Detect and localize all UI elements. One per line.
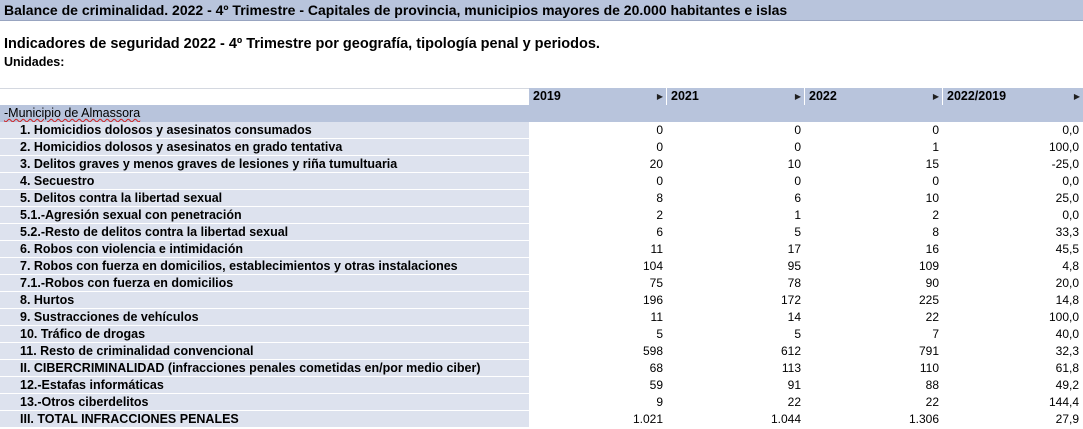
cell-var: 20,0 (1055, 276, 1079, 290)
cell-v2022: 1 (932, 140, 939, 154)
cell-v2022: 90 (925, 276, 939, 290)
cell-v2022: 22 (925, 310, 939, 324)
cell-v2021: 6 (794, 191, 801, 205)
cell-v2019: 6 (656, 225, 663, 239)
row-label: 5.2.-Resto de delitos contra la libertad sexual (0, 224, 529, 240)
cell-v2021: 78 (787, 276, 801, 290)
cell-v2021: 612 (780, 344, 801, 358)
cell-v2019: 59 (649, 378, 663, 392)
report-title: Balance de criminalidad. 2022 - 4º Trimestre - Capitales de provincia, municipios mayores de 20.000 habitantes e islas (4, 2, 788, 18)
cell-v2022: 15 (925, 157, 939, 171)
cell-var: 0,0 (1062, 123, 1079, 137)
table-row (0, 275, 1083, 292)
cell-v2021: 1.044 (770, 412, 801, 426)
cell-var: 25,0 (1055, 191, 1079, 205)
table-row (0, 122, 1083, 139)
sort-arrow-icon[interactable]: ▶ (932, 92, 939, 101)
cell-v2022: 8 (932, 225, 939, 239)
row-label: 10. Tráfico de drogas (0, 326, 529, 342)
cell-v2019: 11 (650, 310, 663, 324)
sort-arrow-icon[interactable]: ▶ (794, 92, 801, 101)
table-row (0, 156, 1083, 173)
cell-var: 0,0 (1062, 174, 1079, 188)
cell-v2022: 7 (932, 327, 939, 341)
row-label: III. TOTAL INFRACCIONES PENALES (0, 411, 529, 427)
row-label: 3. Delitos graves y menos graves de lesiones y riña tumultuaria (0, 156, 529, 172)
cell-v2021: 17 (787, 242, 801, 256)
cell-v2022: 791 (918, 344, 939, 358)
cell-var: 61,8 (1055, 361, 1079, 375)
cell-var: 0,0 (1062, 208, 1079, 222)
cell-var: 45,5 (1055, 242, 1079, 256)
table-row (0, 207, 1083, 224)
cell-v2019: 0 (656, 123, 663, 137)
cell-v2019: 196 (642, 293, 663, 307)
cell-v2021: 14 (787, 310, 801, 324)
column-header-label: 2022 (809, 89, 837, 103)
cell-v2019: 1.021 (632, 412, 663, 426)
cell-var: 100,0 (1048, 310, 1079, 324)
row-label: 7.1.-Robos con fuerza en domicilios (0, 275, 529, 291)
cell-v2022: 109 (918, 259, 939, 273)
cell-v2021: 1 (794, 208, 801, 222)
cell-v2019: 0 (656, 174, 663, 188)
cell-v2019: 104 (642, 259, 663, 273)
cell-v2019: 0 (656, 140, 663, 154)
table-row (0, 326, 1083, 343)
cell-v2022: 22 (925, 395, 939, 409)
column-header-label: 2019 (533, 89, 561, 103)
table-row (0, 139, 1083, 156)
cell-v2021: 0 (794, 123, 801, 137)
cell-v2019: 75 (649, 276, 663, 290)
cell-v2021: 172 (780, 293, 801, 307)
cell-v2022: 110 (919, 361, 939, 375)
cell-v2021: 5 (794, 327, 801, 341)
column-header-variation[interactable] (943, 88, 1083, 105)
cell-v2022: 16 (925, 242, 939, 256)
cell-var: -25,0 (1051, 157, 1079, 171)
table-row (0, 309, 1083, 326)
column-header-label: 2021 (671, 89, 699, 103)
cell-var: 40,0 (1055, 327, 1079, 341)
row-label: II. CIBERCRIMINALIDAD (infracciones penales cometidas en/por medio ciber) (0, 360, 529, 376)
cell-v2021: 10 (787, 157, 801, 171)
table-row (0, 292, 1083, 309)
cell-v2019: 5 (656, 327, 663, 341)
cell-v2022: 10 (925, 191, 939, 205)
cell-v2021: 91 (787, 378, 801, 392)
row-label: 7. Robos con fuerza en domicilios, establecimientos y otras instalaciones (0, 258, 529, 274)
cell-v2019: 20 (649, 157, 663, 171)
row-label: 13.-Otros ciberdelitos (0, 394, 529, 410)
table-row (0, 343, 1083, 360)
header-spacer (0, 88, 529, 105)
table-row (0, 224, 1083, 241)
cell-v2022: 225 (918, 293, 939, 307)
cell-v2021: 0 (794, 140, 801, 154)
cell-var: 4,8 (1062, 259, 1079, 273)
table-row (0, 394, 1083, 411)
cell-v2021: 5 (794, 225, 801, 239)
row-label: 4. Secuestro (0, 173, 529, 189)
column-header-2022[interactable] (805, 88, 943, 105)
table-subtitle: Indicadores de seguridad 2022 - 4º Trimestre por geografía, tipología penal y periodos. (4, 36, 600, 52)
municipality-label: -Municipio de Almassora (4, 106, 141, 120)
table-row (0, 360, 1083, 377)
cell-v2019: 68 (649, 361, 663, 375)
cell-v2021: 22 (787, 395, 801, 409)
cell-v2019: 8 (656, 191, 663, 205)
cell-var: 27,9 (1055, 412, 1079, 426)
row-label: 2. Homicidios dolosos y asesinatos en grado tentativa (0, 139, 529, 155)
units-label: Unidades: (4, 55, 65, 69)
cell-var: 100,0 (1048, 140, 1079, 154)
cell-v2022: 0 (932, 123, 939, 137)
cell-var: 14,8 (1055, 293, 1079, 307)
table-row (0, 411, 1083, 428)
table-row (0, 377, 1083, 394)
cell-v2019: 11 (650, 242, 663, 256)
column-header-2021[interactable] (667, 88, 805, 105)
cell-v2022: 0 (932, 174, 939, 188)
cell-v2022: 2 (932, 208, 939, 222)
municipality-group-row[interactable] (0, 105, 1083, 122)
cell-v2021: 0 (794, 174, 801, 188)
row-label: 12.-Estafas informáticas (0, 377, 529, 393)
row-label: 9. Sustracciones de vehículos (0, 309, 529, 325)
cell-v2021: 95 (787, 259, 801, 273)
cell-v2022: 1.306 (908, 412, 939, 426)
cell-v2019: 9 (656, 395, 663, 409)
column-header-2019[interactable] (529, 88, 667, 105)
table-row (0, 241, 1083, 258)
sort-arrow-icon[interactable]: ▶ (656, 92, 663, 101)
cell-var: 49,2 (1055, 378, 1079, 392)
table-row (0, 173, 1083, 190)
row-label: 5.1.-Agresión sexual con penetración (0, 207, 529, 223)
cell-v2021: 113 (781, 361, 801, 375)
cell-var: 32,3 (1055, 344, 1079, 358)
column-header-label: 2022/2019 (947, 89, 1007, 103)
row-label: 1. Homicidios dolosos y asesinatos consumados (0, 122, 529, 138)
row-label: 5. Delitos contra la libertad sexual (0, 190, 529, 206)
cell-var: 144,4 (1048, 395, 1079, 409)
row-label: 8. Hurtos (0, 292, 529, 308)
row-label: 6. Robos con violencia e intimidación (0, 241, 529, 257)
row-label: 11. Resto de criminalidad convencional (0, 343, 529, 359)
sort-arrow-icon[interactable]: ▶ (1073, 92, 1080, 101)
cell-var: 33,3 (1055, 225, 1079, 239)
cell-v2019: 2 (656, 208, 663, 222)
report-title-bar (0, 0, 1083, 21)
cell-v2022: 88 (925, 378, 939, 392)
cell-v2019: 598 (642, 344, 663, 358)
table-row (0, 258, 1083, 275)
table-row (0, 190, 1083, 207)
